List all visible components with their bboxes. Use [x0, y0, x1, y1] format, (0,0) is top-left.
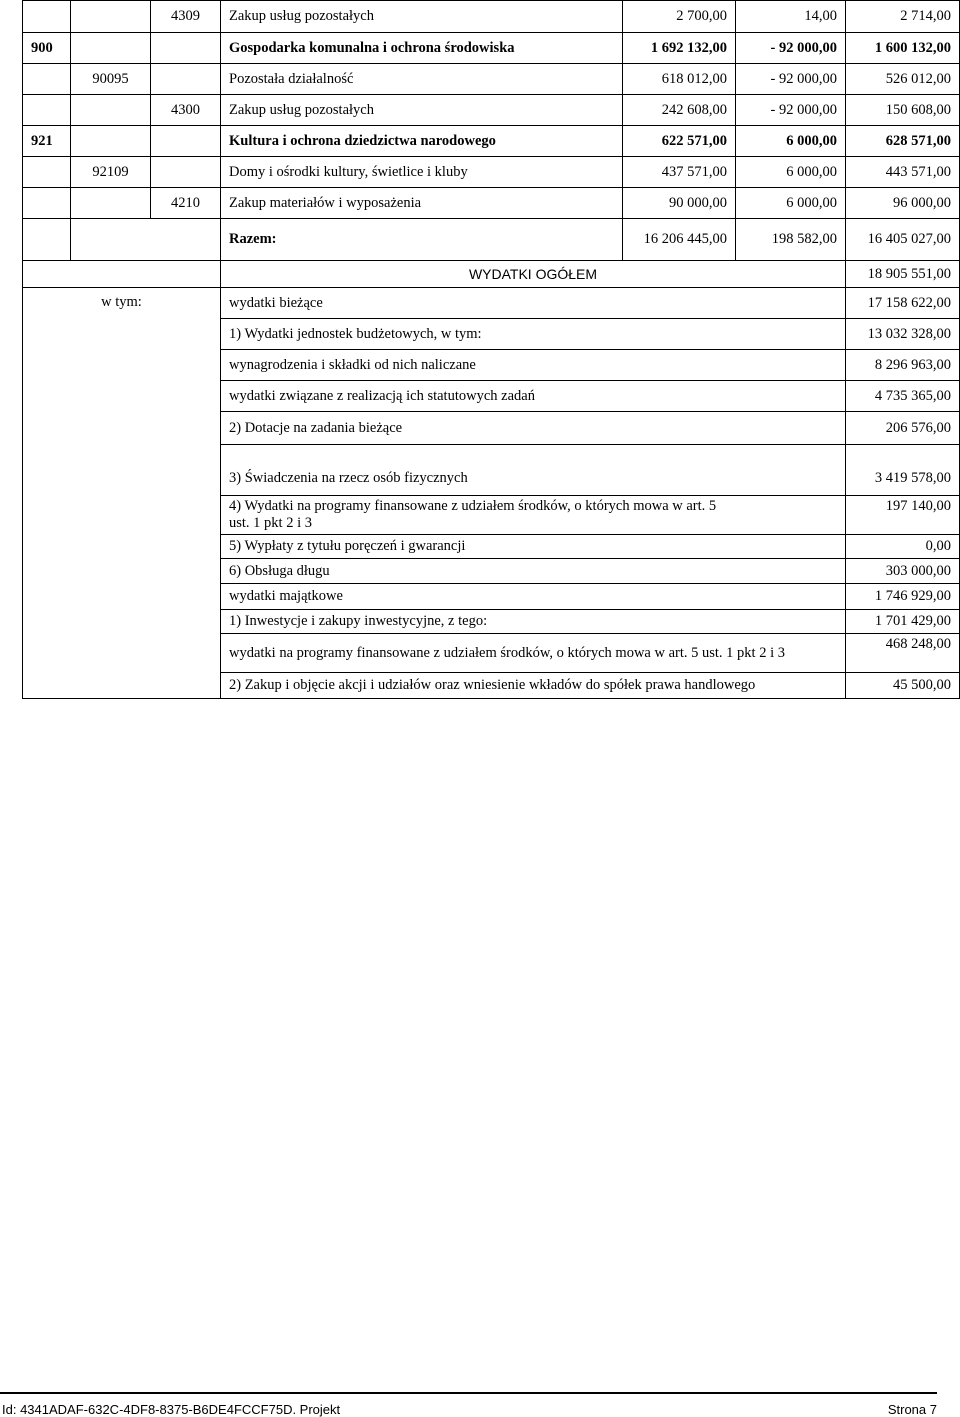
ogolem-value: 18 905 551,00: [846, 261, 960, 288]
ogolem-row: [23, 261, 960, 288]
razem-plan: 16 206 445,00: [623, 219, 736, 261]
dzial-cell: [23, 188, 71, 219]
dzial-cell: 921: [23, 126, 71, 157]
rozdzial-cell: [71, 188, 151, 219]
rozdzial-cell: 92109: [71, 157, 151, 188]
zmiana-cell: 14,00: [736, 1, 846, 33]
paragraf-cell: [151, 157, 221, 188]
breakdown-value: 13 032 328,00: [846, 319, 960, 350]
zmiana-cell: 6 000,00: [736, 126, 846, 157]
breakdown-label: 5) Wypłaty z tytułu poręczeń i gwarancji: [221, 535, 846, 559]
breakdown-value: 8 296 963,00: [846, 350, 960, 381]
breakdown-label: 1) Inwestycje i zakupy inwestycyjne, z tego:: [221, 610, 846, 634]
page-footer: [0, 1392, 937, 1417]
breakdown-label: 2) Dotacje na zadania bieżące: [221, 412, 846, 445]
po-zmianie-cell: 628 571,00: [846, 126, 960, 157]
breakdown-value: 206 576,00: [846, 412, 960, 445]
po-zmianie-cell: 1 600 132,00: [846, 33, 960, 64]
po-zmianie-cell: 150 608,00: [846, 95, 960, 126]
breakdown-label: 6) Obsługa długu: [221, 559, 846, 584]
nazwa-cell: Zakup materiałów i wyposażenia: [221, 188, 623, 219]
nazwa-cell: Gospodarka komunalna i ochrona środowiska: [221, 33, 623, 64]
plan-cell: 1 692 132,00: [623, 33, 736, 64]
dzial-cell: 900: [23, 33, 71, 64]
table-row: [23, 188, 960, 219]
plan-cell: 622 571,00: [623, 126, 736, 157]
breakdown-value: 45 500,00: [846, 673, 960, 699]
breakdown-label: wydatki majątkowe: [221, 584, 846, 610]
plan-cell: 242 608,00: [623, 95, 736, 126]
empty-cell: [23, 219, 71, 261]
breakdown-value: 1 701 429,00: [846, 610, 960, 634]
rozdzial-cell: [71, 1, 151, 33]
breakdown-value: 4 735 365,00: [846, 381, 960, 412]
razem-label: Razem:: [221, 219, 623, 261]
breakdown-label: wynagrodzenia i składki od nich naliczane: [221, 350, 846, 381]
breakdown-row: [23, 288, 960, 319]
rozdzial-cell: [71, 95, 151, 126]
breakdown-label: wydatki związane z realizacją ich statutowych zadań: [221, 381, 846, 412]
nazwa-cell: Pozostała działalność: [221, 64, 623, 95]
table-row: [23, 157, 960, 188]
page-number: Strona 7: [887, 1402, 937, 1417]
table-row: [23, 95, 960, 126]
w-tym-label: w tym:: [23, 288, 221, 699]
rozdzial-cell: [71, 126, 151, 157]
breakdown-label: wydatki bieżące: [221, 288, 846, 319]
plan-cell: 90 000,00: [623, 188, 736, 219]
razem-zmiana: 198 582,00: [736, 219, 846, 261]
paragraf-cell: 4309: [151, 1, 221, 33]
breakdown-label: 1) Wydatki jednostek budżetowych, w tym:: [221, 319, 846, 350]
paragraf-cell: [151, 33, 221, 64]
zmiana-cell: 6 000,00: [736, 157, 846, 188]
breakdown-label: wydatki na programy finansowane z udziałem środków, o których mowa w art. 5 ust. 1 pkt 2 i 3: [221, 634, 846, 673]
dzial-cell: [23, 157, 71, 188]
breakdown-value: 468 248,00: [846, 634, 960, 673]
nazwa-cell: Zakup usług pozostałych: [221, 95, 623, 126]
paragraf-cell: [151, 126, 221, 157]
empty-cell: [71, 219, 221, 261]
zmiana-cell: - 92 000,00: [736, 33, 846, 64]
plan-cell: 437 571,00: [623, 157, 736, 188]
nazwa-cell: Domy i ośrodki kultury, świetlice i kluby: [221, 157, 623, 188]
breakdown-value: 17 158 622,00: [846, 288, 960, 319]
budget-table: [22, 0, 960, 699]
document-id: Id: 4341ADAF-632C-4DF8-8375-B6DE4FCCF75D. Projekt: [2, 1402, 341, 1417]
zmiana-cell: - 92 000,00: [736, 64, 846, 95]
breakdown-label: 4) Wydatki na programy finansowane z udziałem środków, o których mowa w art. 5 ust. 1 pkt 2 i 3: [221, 496, 846, 535]
zmiana-cell: 6 000,00: [736, 188, 846, 219]
po-zmianie-cell: 2 714,00: [846, 1, 960, 33]
breakdown-value: 0,00: [846, 535, 960, 559]
razem-row: [23, 219, 960, 261]
rozdzial-cell: 90095: [71, 64, 151, 95]
paragraf-cell: [151, 64, 221, 95]
razem-po-zmianie: 16 405 027,00: [846, 219, 960, 261]
dzial-cell: [23, 64, 71, 95]
po-zmianie-cell: 526 012,00: [846, 64, 960, 95]
plan-cell: 618 012,00: [623, 64, 736, 95]
po-zmianie-cell: 443 571,00: [846, 157, 960, 188]
table-row: [23, 33, 960, 64]
rozdzial-cell: [71, 33, 151, 64]
dzial-cell: [23, 95, 71, 126]
breakdown-value: 303 000,00: [846, 559, 960, 584]
paragraf-cell: 4210: [151, 188, 221, 219]
po-zmianie-cell: 96 000,00: [846, 188, 960, 219]
dzial-cell: [23, 1, 71, 33]
zmiana-cell: - 92 000,00: [736, 95, 846, 126]
nazwa-cell: Kultura i ochrona dziedzictwa narodowego: [221, 126, 623, 157]
plan-cell: 2 700,00: [623, 1, 736, 33]
table-row: [23, 1, 960, 33]
breakdown-value: 1 746 929,00: [846, 584, 960, 610]
empty-cell: [23, 261, 221, 288]
nazwa-cell: Zakup usług pozostałych: [221, 1, 623, 33]
table-row: [23, 126, 960, 157]
table-row: [23, 64, 960, 95]
breakdown-value: 197 140,00: [846, 496, 960, 535]
breakdown-label: 2) Zakup i objęcie akcji i udziałów oraz wniesienie wkładów do spółek prawa handlowego: [221, 673, 846, 699]
breakdown-label: 3) Świadczenia na rzecz osób fizycznych: [221, 445, 846, 496]
ogolem-label: WYDATKI OGÓŁEM: [221, 261, 846, 288]
breakdown-value: 3 419 578,00: [846, 445, 960, 496]
paragraf-cell: 4300: [151, 95, 221, 126]
